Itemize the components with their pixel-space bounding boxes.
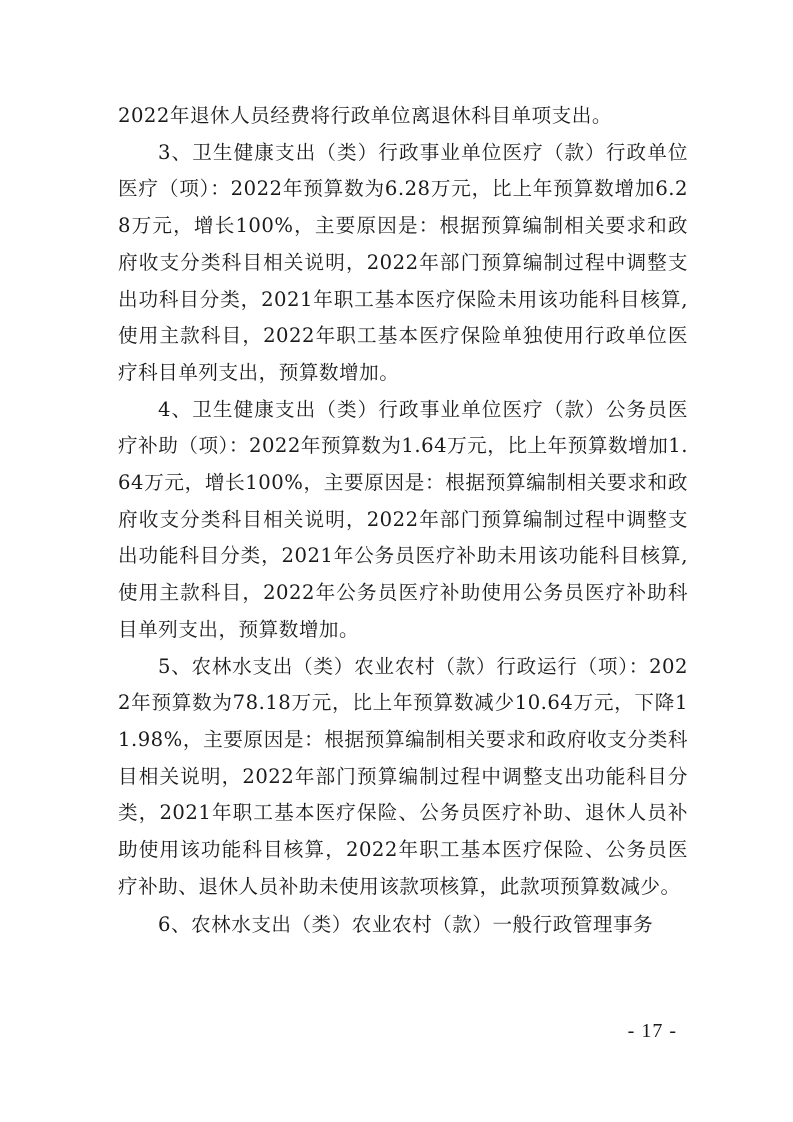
body-text (118, 98, 688, 944)
paragraph-item-3: 3、卫生健康支出（类）行政事业单位医疗（款）行政单位医疗（项）：2022年预算数为6.28万元，比上年预算数增加6.28万元，增长100%，主要原因是：根据预算编制相关要求和政府收支分类科目相关说明，2022年部门预算编制过程中调整支出功科目分类，2021年职工基本医疗保险未用该功能科目核算,使用主款科目，2022年职工基本医疗保险单独使用行政单位医疗科目单列支出，预算数增加。 (118, 140, 688, 384)
page-number: - 17 - (627, 1020, 677, 1042)
paragraph-item-4: 4、卫生健康支出（类）行政事业单位医疗（款）公务员医疗补助（项）：2022年预算数为1.64万元，比上年预算数增加1.64万元，增长100%，主要原因是：根据预算编制相关要求和政府收支分类科目相关说明，2022年部门预算编制过程中调整支出功能科目分类，2021年公务员医疗补助未用该功能科目核算,使用主款科目，2022年公务员医疗补助使用公务员医疗补助科目单列支出，预算数增加。 (118, 397, 688, 641)
paragraph-item-5: 5、农林水支出（类）农业农村（款）行政运行（项）：2022年预算数为78.18万元，比上年预算数减少10.64万元，下降11.98%，主要原因是：根据预算编制相关要求和政府收支分类科目相关说明，2022年部门预算编制过程中调整支出功能科目分类，2021年职工基本医疗保险、公务员医疗补助、退休人员补助使用该功能科目核算，2022年职工基本医疗保险、公务员医疗补助、退休人员补助未使用该款项核算，此款项预算数减少。 (118, 654, 688, 898)
paragraph-continuation: 2022年退休人员经费将行政单位离退休科目单项支出。 (118, 104, 612, 127)
paragraph-item-6: 6、农林水支出（类）农业农村（款）一般行政管理事务 (158, 913, 654, 937)
